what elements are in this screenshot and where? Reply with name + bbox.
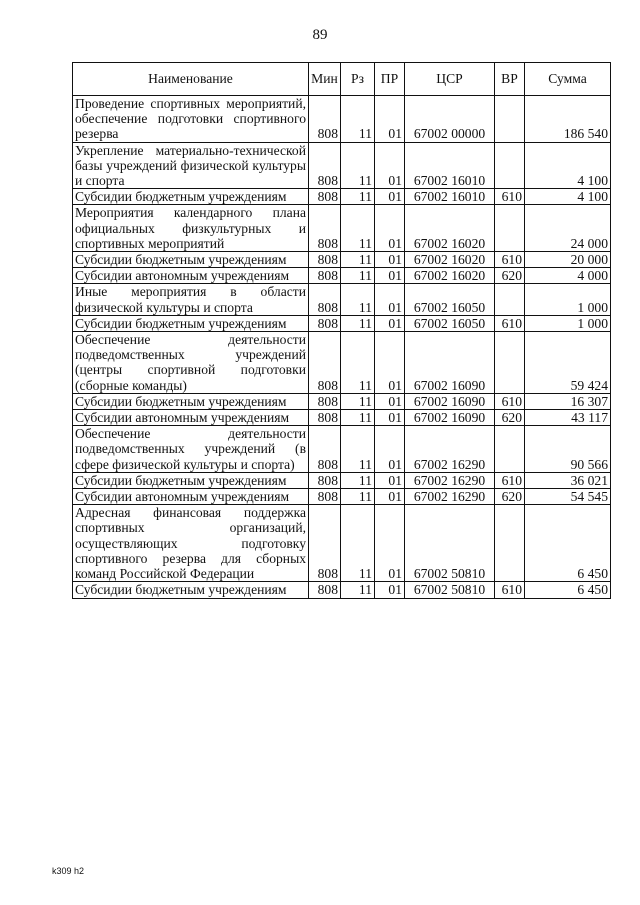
row-min: 808 — [309, 189, 341, 205]
row-csr: 67002 16090 — [405, 332, 495, 394]
row-rz: 11 — [341, 189, 375, 205]
row-pr: 01 — [375, 252, 405, 268]
row-name: Проведение спортивных мероприятий, обеспечение подготовки спортивного резерва — [73, 96, 309, 143]
table-row — [73, 284, 611, 315]
row-name: Субсидии бюджетным учреждениям — [73, 582, 309, 598]
row-name: Субсидии бюджетным учреждениям — [73, 315, 309, 331]
row-vr — [495, 205, 525, 252]
header-vr: ВР — [495, 63, 525, 96]
table-row — [73, 410, 611, 426]
row-csr: 67002 16020 — [405, 268, 495, 284]
row-sum: 1 000 — [525, 284, 611, 315]
row-pr: 01 — [375, 189, 405, 205]
row-name: Укрепление материально-технической базы учреждений физической культуры и спорта — [73, 142, 309, 189]
row-csr: 67002 16090 — [405, 393, 495, 409]
row-sum: 16 307 — [525, 393, 611, 409]
row-csr: 67002 16020 — [405, 205, 495, 252]
row-name: Субсидии бюджетным учреждениям — [73, 252, 309, 268]
header-csr: ЦСР — [405, 63, 495, 96]
row-sum: 4 100 — [525, 189, 611, 205]
row-csr: 67002 16010 — [405, 189, 495, 205]
row-sum: 6 450 — [525, 582, 611, 598]
row-sum: 59 424 — [525, 332, 611, 394]
row-sum: 24 000 — [525, 205, 611, 252]
header-pr: ПР — [375, 63, 405, 96]
row-csr: 67002 16290 — [405, 472, 495, 488]
row-csr: 67002 50810 — [405, 505, 495, 582]
table-row — [73, 426, 611, 473]
row-vr: 610 — [495, 393, 525, 409]
row-min: 808 — [309, 472, 341, 488]
row-min: 808 — [309, 332, 341, 394]
row-min: 808 — [309, 489, 341, 505]
table-row — [73, 205, 611, 252]
row-sum: 1 000 — [525, 315, 611, 331]
table-row — [73, 489, 611, 505]
row-csr: 67002 16290 — [405, 426, 495, 473]
row-rz: 11 — [341, 393, 375, 409]
row-rz: 11 — [341, 142, 375, 189]
row-vr: 610 — [495, 315, 525, 331]
row-vr — [495, 284, 525, 315]
row-pr: 01 — [375, 393, 405, 409]
row-name: Субсидии автономным учреждениям — [73, 410, 309, 426]
footer-code: k309 h2 — [52, 866, 85, 876]
row-min: 808 — [309, 252, 341, 268]
row-pr: 01 — [375, 315, 405, 331]
row-name: Субсидии бюджетным учреждениям — [73, 472, 309, 488]
row-pr: 01 — [375, 284, 405, 315]
row-sum: 4 100 — [525, 142, 611, 189]
row-pr: 01 — [375, 268, 405, 284]
table-row — [73, 332, 611, 394]
table-row — [73, 142, 611, 189]
row-sum: 43 117 — [525, 410, 611, 426]
row-pr: 01 — [375, 426, 405, 473]
row-rz: 11 — [341, 472, 375, 488]
row-sum: 36 021 — [525, 472, 611, 488]
table-row — [73, 252, 611, 268]
row-vr — [495, 505, 525, 582]
row-csr: 67002 16010 — [405, 142, 495, 189]
row-pr: 01 — [375, 332, 405, 394]
row-name: Мероприятия календарного плана официальных физкультурных и спортивных мероприятий — [73, 205, 309, 252]
row-name: Субсидии автономным учреждениям — [73, 268, 309, 284]
row-min: 808 — [309, 268, 341, 284]
row-min: 808 — [309, 315, 341, 331]
row-name: Обеспечение деятельности подведомственных учреждений (центры спортивной подготовки (сборные команды) — [73, 332, 309, 394]
row-sum: 186 540 — [525, 96, 611, 143]
row-vr — [495, 426, 525, 473]
table-row — [73, 315, 611, 331]
row-pr: 01 — [375, 96, 405, 143]
row-vr: 620 — [495, 489, 525, 505]
row-name: Обеспечение деятельности подведомственных учреждений (в сфере физической культуры и спорта) — [73, 426, 309, 473]
table-row — [73, 505, 611, 582]
page-number: 89 — [312, 27, 328, 43]
table-row — [73, 189, 611, 205]
row-rz: 11 — [341, 315, 375, 331]
row-sum: 90 566 — [525, 426, 611, 473]
row-pr: 01 — [375, 582, 405, 598]
row-pr: 01 — [375, 205, 405, 252]
row-rz: 11 — [341, 489, 375, 505]
table-row — [73, 472, 611, 488]
row-csr: 67002 16290 — [405, 489, 495, 505]
row-pr: 01 — [375, 489, 405, 505]
row-min: 808 — [309, 410, 341, 426]
row-pr: 01 — [375, 472, 405, 488]
row-sum: 4 000 — [525, 268, 611, 284]
row-min: 808 — [309, 205, 341, 252]
row-csr: 67002 16050 — [405, 284, 495, 315]
row-rz: 11 — [341, 426, 375, 473]
table-header-row — [73, 63, 611, 96]
row-sum: 20 000 — [525, 252, 611, 268]
row-min: 808 — [309, 426, 341, 473]
row-rz: 11 — [341, 268, 375, 284]
row-name: Адресная финансовая поддержка спортивных организаций, осуществляющих подготовку спортивного резерва для сборных команд Российской Федерации — [73, 505, 309, 582]
row-vr: 610 — [495, 189, 525, 205]
row-rz: 11 — [341, 96, 375, 143]
row-name: Субсидии бюджетным учреждениям — [73, 189, 309, 205]
row-pr: 01 — [375, 505, 405, 582]
row-vr: 610 — [495, 252, 525, 268]
row-vr: 610 — [495, 582, 525, 598]
row-vr — [495, 332, 525, 394]
row-name: Субсидии автономным учреждениям — [73, 489, 309, 505]
header-sum: Сумма — [525, 63, 611, 96]
row-vr: 620 — [495, 410, 525, 426]
budget-table — [72, 62, 611, 599]
table-row — [73, 393, 611, 409]
row-min: 808 — [309, 96, 341, 143]
row-sum: 54 545 — [525, 489, 611, 505]
row-pr: 01 — [375, 410, 405, 426]
row-min: 808 — [309, 284, 341, 315]
row-min: 808 — [309, 393, 341, 409]
row-min: 808 — [309, 142, 341, 189]
row-rz: 11 — [341, 505, 375, 582]
row-rz: 11 — [341, 582, 375, 598]
row-rz: 11 — [341, 284, 375, 315]
row-min: 808 — [309, 505, 341, 582]
row-csr: 67002 16090 — [405, 410, 495, 426]
row-vr — [495, 96, 525, 143]
row-vr — [495, 142, 525, 189]
header-min: Мин — [309, 63, 341, 96]
header-name: Наименование — [73, 63, 309, 96]
row-rz: 11 — [341, 252, 375, 268]
table-row — [73, 582, 611, 598]
row-csr: 67002 16050 — [405, 315, 495, 331]
row-rz: 11 — [341, 332, 375, 394]
table-body — [73, 96, 611, 599]
row-rz: 11 — [341, 205, 375, 252]
row-name: Иные мероприятия в области физической культуры и спорта — [73, 284, 309, 315]
row-csr: 67002 16020 — [405, 252, 495, 268]
row-pr: 01 — [375, 142, 405, 189]
header-rz: Рз — [341, 63, 375, 96]
row-rz: 11 — [341, 410, 375, 426]
table-row — [73, 96, 611, 143]
row-csr: 67002 00000 — [405, 96, 495, 143]
row-min: 808 — [309, 582, 341, 598]
table-row — [73, 268, 611, 284]
row-vr: 610 — [495, 472, 525, 488]
row-csr: 67002 50810 — [405, 582, 495, 598]
row-sum: 6 450 — [525, 505, 611, 582]
row-name: Субсидии бюджетным учреждениям — [73, 393, 309, 409]
row-vr: 620 — [495, 268, 525, 284]
